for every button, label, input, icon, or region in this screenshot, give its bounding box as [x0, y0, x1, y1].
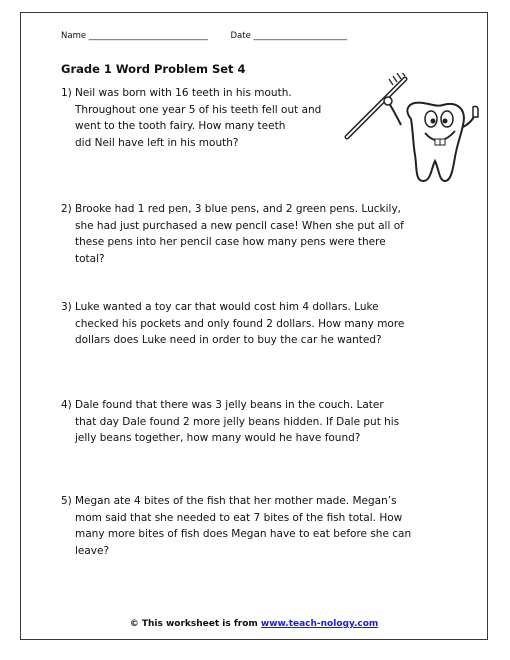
problem-line: mom said that she needed to eat 7 bites of the fish total. How [75, 511, 403, 524]
problem-line: jelly beans together, how many would he have found? [75, 432, 361, 444]
problem-line: total? [75, 252, 105, 265]
problem-line: Throughout one year 5 of his teeth fell out and [75, 103, 322, 116]
problem-5 [61, 493, 411, 559]
problem-4 [61, 397, 399, 447]
problem-line: that day Dale found 2 more jelly beans hidden. If Dale put his [75, 415, 400, 428]
footer-text: © This worksheet is from [129, 619, 261, 629]
problem-number: 5) [61, 495, 72, 507]
problem-line: dollars does Luke need in order to buy the car he wanted? [75, 334, 382, 346]
name-field: Name ____________________________ [61, 31, 208, 41]
date-field: Date ______________________ [230, 31, 348, 41]
problem-number: 4) [61, 399, 72, 411]
problem-line: did Neil have left in his mouth? [75, 136, 239, 149]
problem-line: leave? [75, 544, 110, 557]
problem-2 [61, 201, 404, 267]
problem-line: many more bites of fish does Megan have to eat before she can [75, 528, 412, 540]
problem-number: 3) [61, 301, 72, 313]
problem-line: Brooke had 1 red pen, 3 blue pens, and 2 green pens. Luckily, [75, 203, 401, 215]
problem-number: 1) [61, 87, 72, 99]
footer-credit [21, 619, 487, 629]
problem-line: Dale found that there was 3 jelly beans in the couch. Later [75, 399, 384, 411]
worksheet-page [20, 12, 488, 640]
problem-line: Luke wanted a toy car that would cost him 4 dollars. Luke [75, 301, 379, 313]
tooth-toothbrush-icon [343, 73, 483, 193]
problem-number: 2) [61, 203, 72, 215]
problem-line: these pens into her pencil case how many pens were there [75, 236, 386, 248]
problem-line: she had just purchased a new pencil case! When she put all of [75, 219, 404, 232]
worksheet-title: Grade 1 Word Problem Set 4 [61, 62, 246, 76]
problem-3 [61, 299, 404, 349]
problem-line: went to the tooth fairy. How many teeth [75, 120, 286, 132]
problem-line: checked his pockets and only found 2 dollars. How many more [75, 317, 405, 330]
problem-line: Megan ate 4 bites of the fish that her mother made. Megan’s [75, 495, 397, 507]
problem-1 [61, 85, 321, 151]
footer-link[interactable]: www.teach-nology.com [260, 619, 379, 629]
problem-line: Neil was born with 16 teeth in his mouth. [75, 87, 292, 99]
name-date-row [61, 31, 347, 41]
